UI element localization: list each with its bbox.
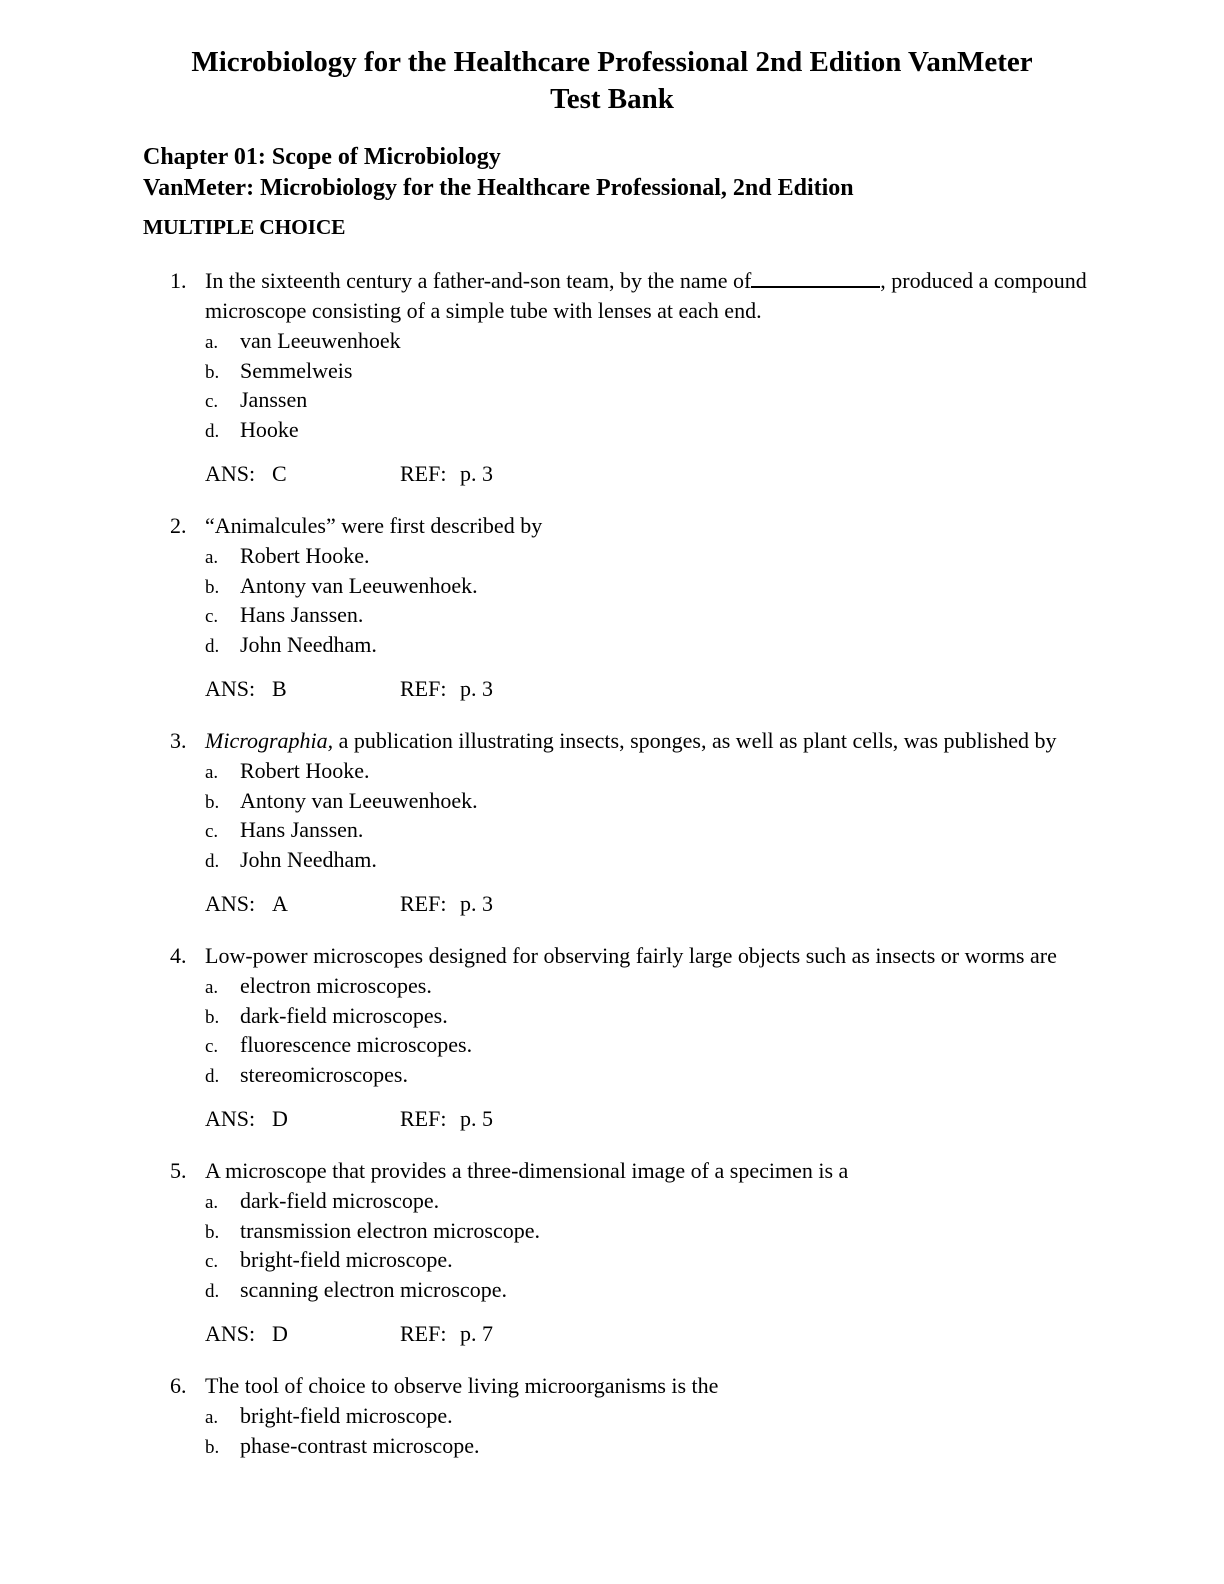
ref-pair	[400, 1105, 493, 1133]
stem-text: Micrographia,	[205, 728, 334, 753]
choice-list	[205, 1402, 1105, 1461]
choice-letter: d.	[205, 1065, 220, 1087]
ref-value: p. 3	[460, 891, 493, 916]
choice-letter: c.	[205, 821, 219, 842]
choice-letter: c.	[205, 606, 219, 627]
choice-text: Robert Hooke.	[240, 543, 370, 568]
choice-letter: a.	[205, 1192, 219, 1213]
choice-item	[205, 601, 1105, 631]
ref-label: REF:	[400, 1106, 447, 1131]
choice-text: bright-field microscope.	[240, 1403, 453, 1428]
question-item	[170, 1371, 1224, 1461]
choice-list	[205, 757, 1105, 875]
choice-text: John Needham.	[240, 846, 377, 872]
question-row	[170, 726, 1224, 918]
question-body	[205, 1156, 1105, 1348]
choice-letter: a.	[205, 547, 219, 568]
answer-pair	[205, 1320, 400, 1348]
choice-item	[205, 787, 1105, 817]
ref-label: REF:	[400, 1321, 447, 1346]
choice-letter: a.	[205, 1407, 219, 1428]
choice-item	[205, 1031, 1105, 1061]
question-row	[170, 266, 1224, 488]
ref-label: REF:	[400, 891, 447, 916]
answer-label: ANS:	[205, 676, 256, 701]
ref-value: p. 3	[460, 676, 493, 701]
choice-list	[205, 972, 1105, 1090]
ref-pair	[400, 675, 493, 703]
question-item	[170, 266, 1224, 488]
stem-text: “Animalcules” were first described by	[205, 513, 543, 538]
stem-text: A microscope that provides a three-dimensional image of a specimen is a	[205, 1158, 849, 1183]
choice-letter: d.	[205, 635, 220, 657]
answer-line	[205, 460, 1105, 488]
question-number: 6.	[170, 1373, 187, 1398]
document-title-line1: Microbiology for the Healthcare Professional 2nd Edition VanMeter	[191, 46, 1033, 78]
choice-item	[205, 972, 1105, 1002]
choice-item	[205, 1432, 1105, 1462]
choice-item	[205, 357, 1105, 387]
choice-letter: b.	[205, 576, 220, 598]
question-row	[170, 1371, 1224, 1461]
stem-text: a publication illustrating insects, sponges, as well as plant cells, was published by	[333, 728, 1057, 753]
choice-letter: d.	[205, 1280, 220, 1302]
chapter-heading: Chapter 01: Scope of Microbiology	[143, 144, 501, 170]
choice-list	[205, 327, 1105, 445]
question-stem	[205, 941, 1105, 971]
choice-text: dark-field microscopes.	[240, 1002, 448, 1028]
choice-item	[205, 1246, 1105, 1276]
choice-item	[205, 757, 1105, 787]
choice-letter: b.	[205, 361, 220, 383]
stem-text: The tool of choice to observe living microorganisms is the	[205, 1373, 719, 1398]
ref-pair	[400, 460, 493, 488]
choice-item	[205, 1002, 1105, 1032]
choice-item	[205, 1276, 1105, 1306]
ref-value: p. 3	[460, 461, 493, 486]
question-row	[170, 1156, 1224, 1348]
document-title	[60, 44, 1164, 118]
choice-item	[205, 1402, 1105, 1432]
answer-line	[205, 1320, 1105, 1348]
answer-value: A	[272, 891, 288, 916]
choice-text: dark-field microscope.	[240, 1188, 440, 1213]
question-item	[170, 941, 1224, 1133]
answer-value: C	[272, 461, 287, 486]
choice-text: phase-contrast microscope.	[240, 1432, 480, 1458]
choice-item	[205, 1061, 1105, 1091]
answer-pair	[205, 890, 400, 918]
question-item	[170, 511, 1224, 703]
answer-line	[205, 675, 1105, 703]
question-list	[0, 266, 1224, 1461]
book-heading: VanMeter: Microbiology for the Healthcare Professional, 2nd Edition	[143, 175, 854, 201]
question-stem	[205, 726, 1105, 756]
answer-pair	[205, 675, 400, 703]
choice-text: Antony van Leeuwenhoek.	[240, 572, 478, 598]
answer-label: ANS:	[205, 1106, 256, 1131]
answer-value: D	[272, 1106, 288, 1131]
stem-text: In the sixteenth century a father-and-son team, by the name of	[205, 268, 752, 293]
choice-item	[205, 816, 1105, 846]
stem-text: , produced a compound microscope consisting of a simple tube with lenses at each end.	[205, 268, 1087, 323]
ref-label: REF:	[400, 676, 447, 701]
choice-text: transmission electron microscope.	[240, 1217, 540, 1243]
choice-letter: b.	[205, 1436, 220, 1458]
choice-letter: d.	[205, 850, 220, 872]
question-body	[205, 1371, 1105, 1461]
answer-value: B	[272, 676, 287, 701]
ref-pair	[400, 1320, 493, 1348]
choice-text: Semmelweis	[240, 357, 353, 383]
answer-line	[205, 1105, 1105, 1133]
choice-text: van Leeuwenhoek	[240, 328, 401, 353]
choice-item	[205, 416, 1105, 446]
choice-letter: b.	[205, 1221, 220, 1243]
question-stem	[205, 1156, 1105, 1186]
choice-text: Hans Janssen.	[240, 602, 364, 627]
answer-pair	[205, 1105, 400, 1133]
choice-item	[205, 1217, 1105, 1247]
question-number: 3.	[170, 728, 187, 753]
question-body	[205, 941, 1105, 1133]
question-body	[205, 266, 1105, 488]
choice-item	[205, 846, 1105, 876]
choice-list	[205, 1187, 1105, 1305]
answer-value: D	[272, 1321, 288, 1346]
choice-text: Hooke	[240, 416, 299, 442]
choice-text: electron microscopes.	[240, 973, 432, 998]
choice-text: bright-field microscope.	[240, 1247, 453, 1272]
ref-pair	[400, 890, 493, 918]
choice-text: scanning electron microscope.	[240, 1276, 507, 1302]
question-stem	[205, 511, 1105, 541]
choice-letter: a.	[205, 332, 219, 353]
choice-letter: a.	[205, 977, 219, 998]
choice-text: Antony van Leeuwenhoek.	[240, 787, 478, 813]
choice-text: stereomicroscopes.	[240, 1061, 408, 1087]
choice-text: Hans Janssen.	[240, 817, 364, 842]
question-stem	[205, 1371, 1105, 1401]
choice-letter: c.	[205, 1251, 219, 1272]
answer-label: ANS:	[205, 1321, 256, 1346]
choice-letter: a.	[205, 762, 219, 783]
choice-item	[205, 542, 1105, 572]
stem-text: Low-power microscopes designed for observing fairly large objects such as insects or worms are	[205, 943, 1057, 968]
choice-letter: d.	[205, 420, 220, 442]
question-item	[170, 1156, 1224, 1348]
answer-label: ANS:	[205, 461, 256, 486]
choice-text: Robert Hooke.	[240, 758, 370, 783]
choice-item	[205, 386, 1105, 416]
answer-label: ANS:	[205, 891, 256, 916]
choice-letter: b.	[205, 791, 220, 813]
question-number: 5.	[170, 1158, 187, 1183]
question-body	[205, 726, 1105, 918]
answer-line	[205, 890, 1105, 918]
question-body	[205, 511, 1105, 703]
question-number: 1.	[170, 268, 187, 293]
question-stem	[205, 266, 1105, 326]
choice-item	[205, 327, 1105, 357]
choice-text: John Needham.	[240, 631, 377, 657]
ref-value: p. 7	[460, 1321, 493, 1346]
choice-letter: b.	[205, 1006, 220, 1028]
choice-letter: c.	[205, 391, 219, 412]
choice-list	[205, 542, 1105, 660]
question-row	[170, 941, 1224, 1133]
choice-text: Janssen	[240, 387, 308, 412]
choice-item	[205, 572, 1105, 602]
question-item	[170, 726, 1224, 918]
choice-letter: c.	[205, 1036, 219, 1057]
choice-item	[205, 631, 1105, 661]
section-heading: MULTIPLE CHOICE	[143, 215, 346, 239]
choice-text: fluorescence microscopes.	[240, 1032, 473, 1057]
answer-pair	[205, 460, 400, 488]
document-title-line2: Test Bank	[550, 83, 674, 115]
question-number: 4.	[170, 943, 187, 968]
choice-item	[205, 1187, 1105, 1217]
fill-in-blank	[751, 286, 880, 288]
ref-label: REF:	[400, 461, 447, 486]
ref-value: p. 5	[460, 1106, 493, 1131]
question-row	[170, 511, 1224, 703]
question-number: 2.	[170, 513, 187, 538]
